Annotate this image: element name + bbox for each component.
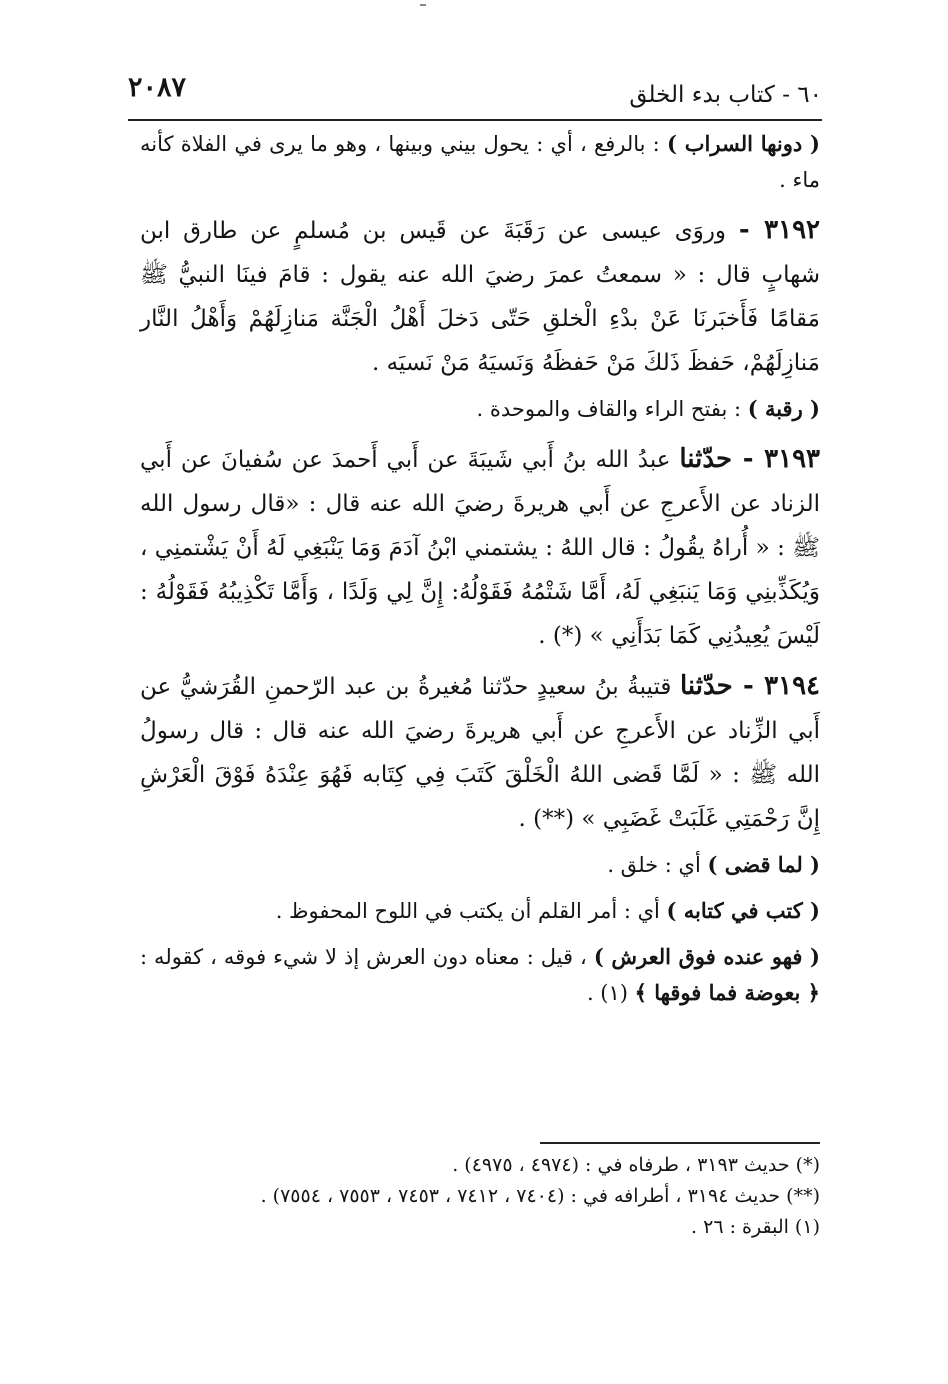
scan-mark	[420, 4, 426, 6]
main-text	[140, 126, 820, 1021]
hadith-text: عبدُ الله بنُ أَبي شَيبَةَ عن أَبي أَحمدَ عن سُفيانَ عن أَبي الزناد عن الأَعرجِ عن أَبي هريرةَ رضيَ الله عنه قال : «قال رسول الله ﷺ : « أُراهُ يقُولُ : قال اللهُ : يشتمني ابْنُ آدَمَ وَمَا يَنْبَغِي لَهُ أَنْ يَشْتمنِي ، وَيُكَذِّبنِي وَمَا يَنبَغِي لَهُ، أَمَّا شَتْمُهُ فَقَوْلُهُ: إِنَّ لِي وَلَدًا ، وَأَمَّا تَكْذِيبُهُ فَقَوْلُهُ : لَيْسَ يُعِيدُنِي كَمَا بَدَأَنِي » (*) .	[140, 447, 820, 649]
gloss-mirage	[140, 126, 820, 198]
gloss-raqaba	[140, 391, 820, 427]
quran-quote: ﴿ بعوضة فما فوقها ﴾	[634, 980, 820, 1005]
hadith-number: ٣١٩٢ -	[738, 215, 820, 245]
gloss-text: : بفتح الراء والقاف والموحدة .	[476, 397, 748, 421]
footnote: (١) البقرة : ٢٦ .	[691, 1216, 820, 1238]
gloss-term: ( فهو عنده فوق العرش )	[593, 944, 820, 969]
header-rule	[128, 119, 822, 121]
hadith-text: قتيبةُ بنُ سعيدٍ حدّثنا مُغيرةُ بن عبد الرّحمنِ القُرَشيُّ عن أَبي الزِّناد عن الأَعرجِ عن أَبي هريرةَ رضيَ الله عنه قال : قال رسولُ الله ﷺ : « لَمَّا قَضى اللهُ الْخَلْقَ كَتَبَ فِي كِتَابه فَهُوَ عِنْدَهُ فَوْقَ الْعَرْشِ إِنَّ رَحْمَتِي غَلَبَتْ غَضَبِي » (**) .	[140, 674, 820, 832]
hadith-3192	[140, 208, 820, 385]
gloss-lamma-qada	[140, 847, 820, 883]
gloss-text: ، قيل : معناه دون العرش إذ لا شيء فوقه ، كقوله :	[140, 945, 594, 969]
gloss-kataba	[140, 893, 820, 929]
hadith-3193	[140, 437, 820, 658]
footnote-rule	[540, 1142, 820, 1144]
hadith-text: وروَى عيسى عن رَقَبَةَ عن قَيس بن مُسلمٍ عن طارق ابن شهابٍ قال : « سمعتُ عمرَ رضيَ الله عنه يقول : قامَ فينَا النبيُّ ﷺ مَقامًا فَأَخبَرنَا عَنْ بدْءِ الْخلقِ حَتّى دَخلَ أَهْلُ الْجَنَّة مَنازِلَهُمْ وَأَهْلُ النَّار مَنازِلَهُمْ، حَفظَ ذَلكَ مَنْ حَفظَهُ وَنَسيَهُ مَنْ نَسيَه .	[140, 218, 820, 376]
footnote: (*) حديث ٣١٩٣ ، طرفاه في : (٤٩٧٤ ، ٤٩٧٥) .	[452, 1154, 820, 1176]
gloss-term: ( كتب في كتابه )	[666, 898, 820, 923]
gloss-term: ( لما قضى )	[707, 852, 820, 877]
gloss-text: : بالرفع ، أي : يحول بيني وبينها ، وهو ما يرى في الفلاة كأنه ماء .	[140, 132, 820, 192]
gloss-fawq-al-arsh	[140, 939, 820, 1011]
page-number: ٢٠٨٧	[128, 72, 187, 103]
gloss-term: ( دونها السراب )	[666, 131, 820, 156]
gloss-text-end: (١) .	[586, 981, 635, 1005]
chapter-title: ٦٠ - كتاب بدء الخلق	[629, 82, 822, 108]
gloss-text: أي : أمر القلم أن يكتب في اللوح المحفوظ .	[275, 899, 667, 923]
hadith-number: ٣١٩٣ - حدّثنا	[679, 444, 820, 474]
footnote: (**) حديث ٣١٩٤ ، أطرافه في : (٧٤٠٤ ، ٧٤١٢ ، ٧٤٥٣ ، ٧٥٥٣ ، ٧٥٥٤) .	[260, 1185, 820, 1207]
hadith-3194	[140, 664, 820, 841]
gloss-term: ( رقبة )	[747, 396, 820, 421]
gloss-text: أي : خلق .	[607, 853, 708, 877]
page-header	[128, 66, 822, 116]
footnotes	[140, 1150, 820, 1243]
hadith-number: ٣١٩٤ - حدّثنا	[680, 671, 820, 701]
